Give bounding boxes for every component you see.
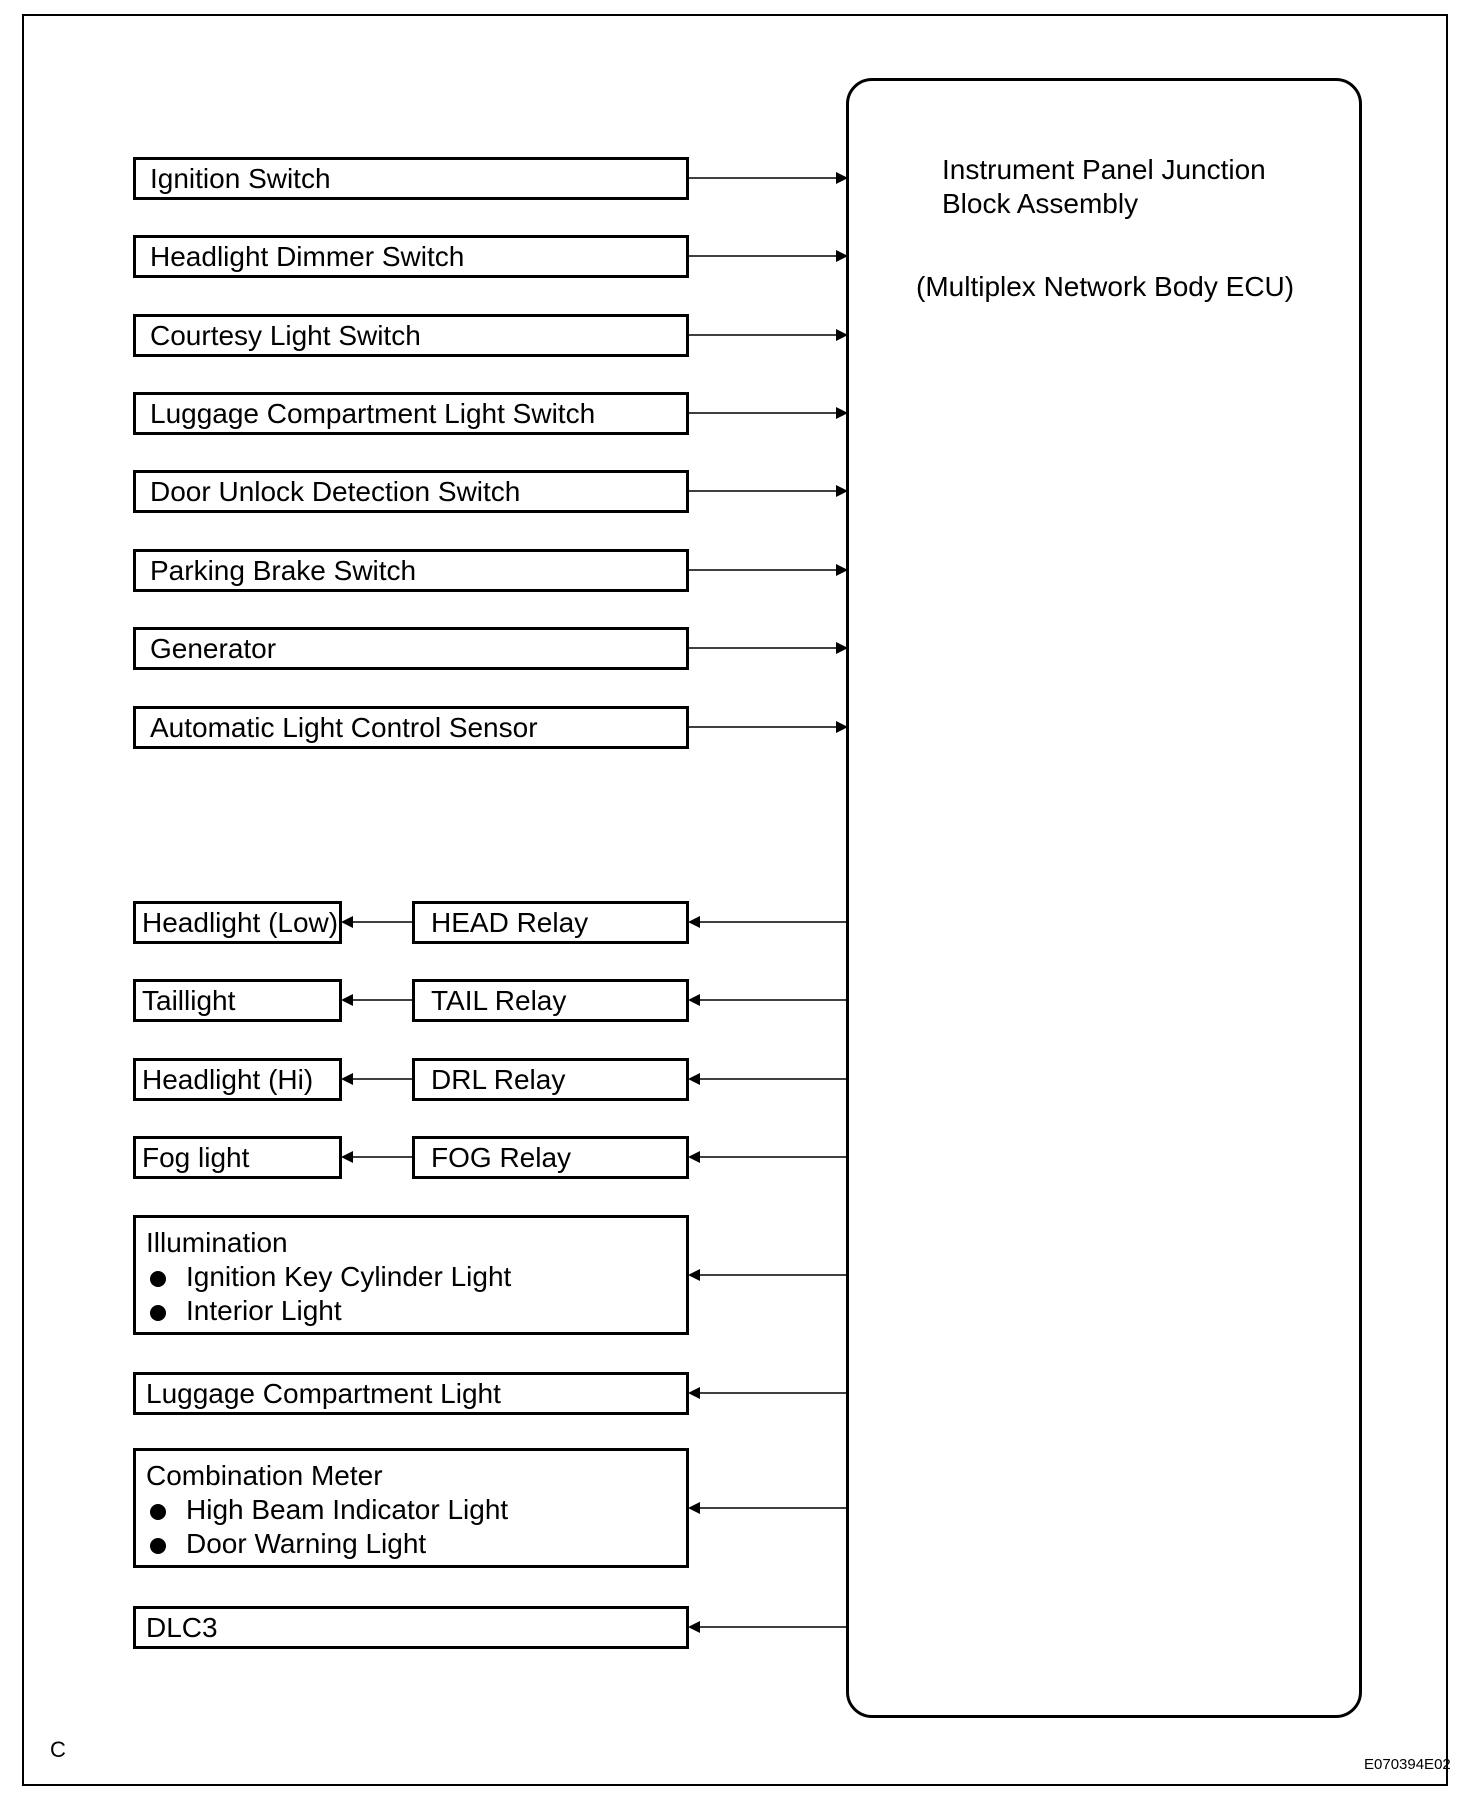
input-box-luggage-light-switch [133,392,689,435]
relay-label: HEAD Relay [431,906,589,938]
combination-meter-item-label: High Beam Indicator Light [186,1494,509,1525]
input-label: Ignition Switch [150,162,331,194]
load-box-taillight [133,979,342,1022]
output-label: Luggage Compartment Light [146,1377,501,1409]
ecu-block [846,78,1362,1718]
relay-box-head [412,901,689,944]
bullet-icon [150,1538,166,1554]
load-box-headlight-hi [133,1058,342,1101]
input-label: Generator [150,632,277,664]
input-box-parking-brake-switch [133,549,689,592]
output-box-illumination [133,1215,689,1335]
load-label: Taillight [142,984,236,1016]
combination-meter-title: Combination Meter [146,1460,383,1491]
input-box-generator [133,627,689,670]
load-label: Headlight (Hi) [142,1063,314,1095]
input-box-courtesy-light-switch [133,314,689,357]
ecu-subtitle: (Multiplex Network Body ECU) [916,271,1295,302]
load-box-fog-light [133,1136,342,1179]
input-label: Headlight Dimmer Switch [150,240,465,272]
input-box-auto-light-sensor [133,706,689,749]
output-box-dlc3 [133,1606,689,1649]
bullet-icon [150,1271,166,1287]
figure-code: E070394E02 [1364,1756,1451,1773]
output-label: DLC3 [146,1611,218,1643]
illumination-item [146,1294,686,1328]
relay-label: TAIL Relay [431,984,567,1016]
relay-box-fog [412,1136,689,1179]
illumination-item [146,1260,686,1294]
input-label: Door Unlock Detection Switch [150,475,521,507]
input-label: Courtesy Light Switch [150,319,421,351]
bullet-icon [150,1305,166,1321]
illumination-title: Illumination [146,1227,288,1258]
bullet-icon [150,1504,166,1520]
ecu-title-line2: Block Assembly [942,188,1139,219]
illumination-item-label: Interior Light [186,1295,342,1326]
load-label: Headlight (Low) [142,906,339,938]
illumination-item-label: Ignition Key Cylinder Light [186,1261,512,1292]
combination-meter-item-label: Door Warning Light [186,1528,427,1559]
input-label: Luggage Compartment Light Switch [150,397,596,429]
combination-meter-item [146,1493,686,1527]
output-box-combination-meter [133,1448,689,1568]
corner-label: C [50,1737,66,1762]
input-box-ignition-switch [133,157,689,200]
input-box-door-unlock-switch [133,470,689,513]
output-box-luggage-light [133,1372,689,1415]
input-label: Parking Brake Switch [150,554,417,586]
load-label: Fog light [142,1141,250,1173]
input-box-headlight-dimmer-switch [133,235,689,278]
relay-label: DRL Relay [431,1063,566,1095]
relay-label: FOG Relay [431,1141,572,1173]
load-box-headlight-low [133,901,342,944]
ecu-title-line1: Instrument Panel Junction [942,154,1266,185]
relay-box-drl [412,1058,689,1101]
input-label: Automatic Light Control Sensor [150,711,538,743]
combination-meter-item [146,1527,686,1561]
relay-box-tail [412,979,689,1022]
